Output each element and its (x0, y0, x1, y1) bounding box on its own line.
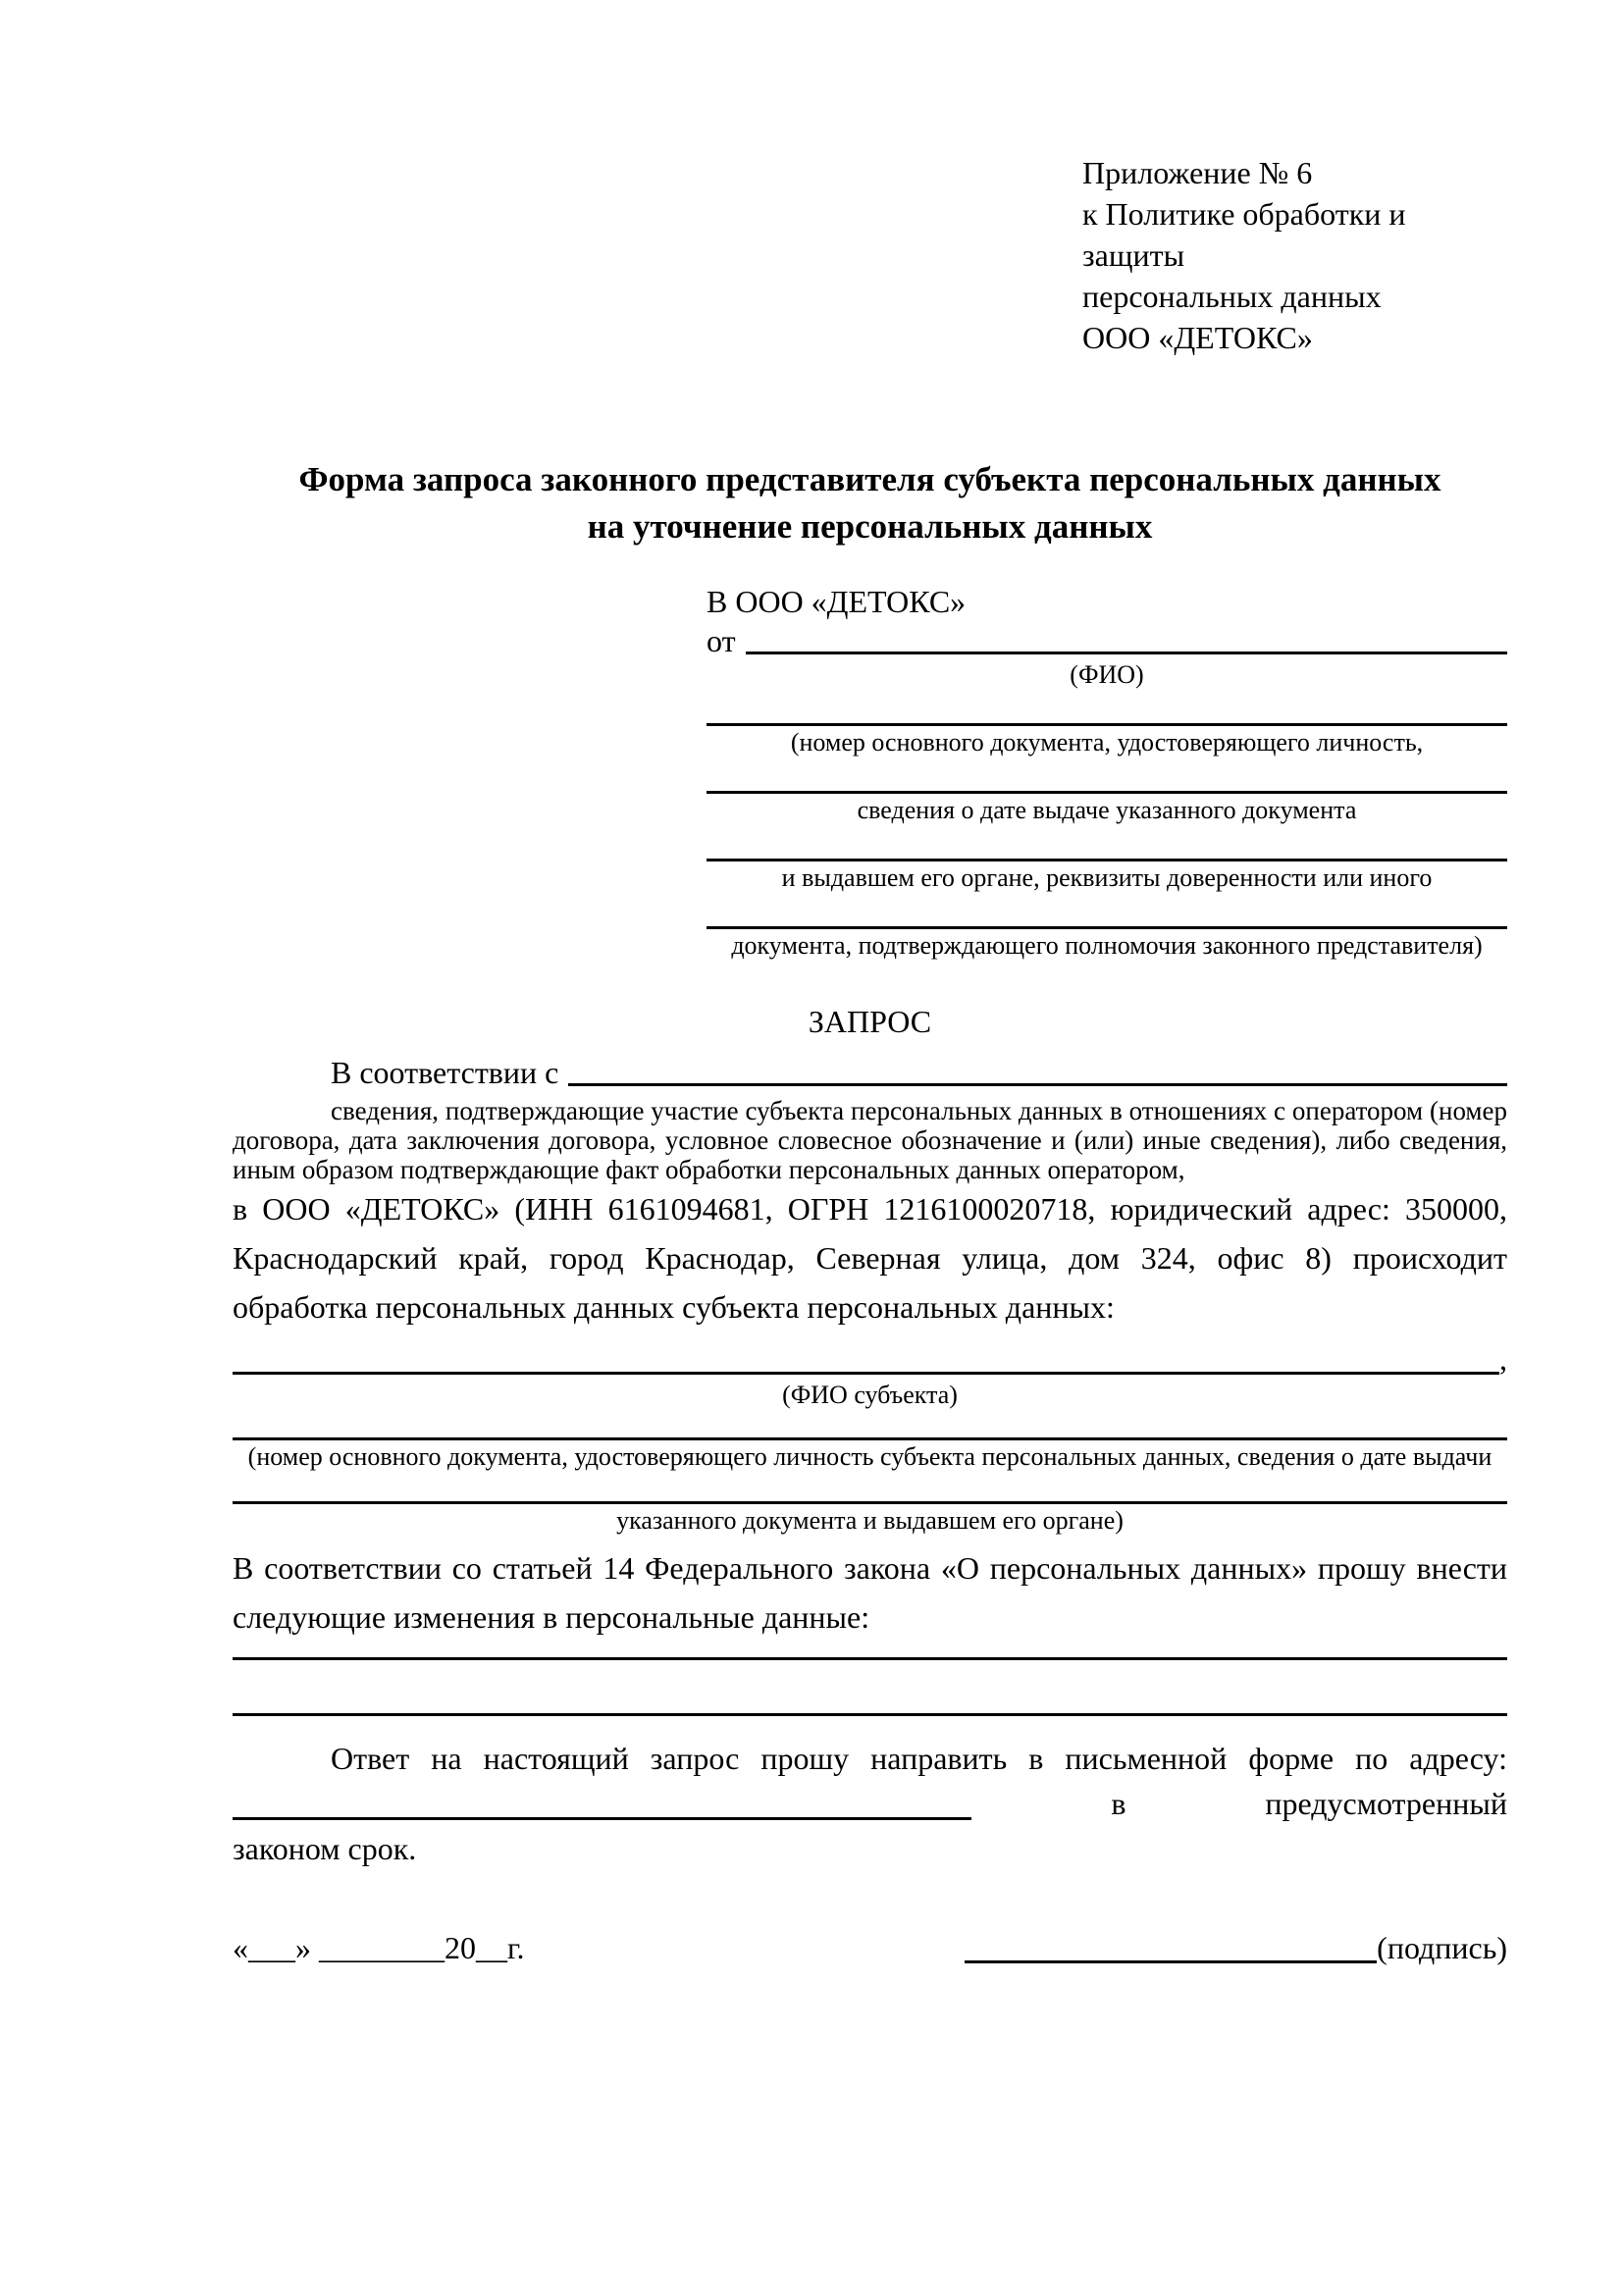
doc-fill-line-1 (707, 723, 1507, 726)
reply-paragraph-line-3: законом срок. (233, 1831, 417, 1866)
doc-fill-line-2 (707, 791, 1507, 794)
reply-paragraph-line-1: Ответ на настоящий запрос прошу направить в письменной форме по адресу: (331, 1741, 1507, 1776)
changes-fill-line-1 (233, 1657, 1507, 1660)
reply-word-predusmotrenny: предусмотренный (1265, 1786, 1507, 1821)
addressee-block (707, 582, 1507, 961)
reply-address-row (233, 1781, 1507, 1826)
from-fill-line (746, 652, 1507, 654)
subject-fio-fill-line (233, 1372, 1499, 1375)
changes-fill-line-2 (233, 1713, 1507, 1716)
title-line-2: на уточнение персональных данных (587, 507, 1153, 546)
appendix-number: Приложение № 6 (1082, 155, 1313, 190)
doc-caption-1: (номер основного документа, удостоверяющего личность, (790, 728, 1424, 757)
intro-fill-line (568, 1083, 1507, 1086)
intro-footnote: сведения, подтверждающие участие субъекта персональных данных в отношениях с оператором (номер договора, дата заключения договора, условное словесное обозначение и (или) иные сведения), либо сведения, иным образом подтверждающие факт обработки персональных данных оператором, (233, 1096, 1507, 1184)
subject-fio-caption: (ФИО субъекта) (782, 1381, 958, 1409)
intro-row (233, 1053, 1507, 1092)
subject-doc-caption-2: указанного документа и выдавшем его органе) (616, 1506, 1124, 1535)
fio-caption: (ФИО) (1070, 660, 1144, 689)
doc-caption-4: документа, подтверждающего полномочия законного представителя) (731, 931, 1483, 960)
policy-reference-line: к Политике обработки и защиты (1082, 196, 1406, 273)
doc-fill-line-3 (707, 859, 1507, 861)
policy-reference-line2: персональных данных (1082, 279, 1382, 314)
from-row (707, 621, 1507, 660)
doc-line-group-1 (707, 723, 1507, 757)
company-name: ООО «ДЕТОКС» (1082, 320, 1313, 355)
appendix-header (1082, 152, 1507, 358)
doc-line-group-4 (707, 926, 1507, 961)
doc-fill-line-4 (707, 926, 1507, 929)
operator-paragraph: в ООО «ДЕТОКС» (ИНН 6161094681, ОГРН 1216100020718, юридический адрес: 350000, Краснодарский край, город Краснодар, Северная улица, дом 324, офис 8) происходит обработка персональных данных субъекта персональных данных: (233, 1191, 1507, 1325)
reply-word-v: в (1111, 1786, 1126, 1821)
signature-group (965, 1926, 1507, 1969)
trailing-comma: , (1499, 1341, 1507, 1377)
date-blank-text: «___» ________20__г. (233, 1930, 525, 1965)
doc-caption-2: сведения о дате выдаче указанного документа (857, 796, 1357, 824)
from-label: от (707, 623, 736, 658)
title-line-1: Форма запроса законного представителя субъекта персональных данных (298, 460, 1441, 498)
address-fill-line (233, 1817, 971, 1820)
doc-line-group-3 (707, 859, 1507, 893)
intro-label: В соответствии с (331, 1055, 559, 1090)
request-heading: ЗАПРОС (808, 1004, 932, 1039)
addressee-to: В ООО «ДЕТОКС» (707, 584, 967, 619)
date-signature-row (233, 1926, 1507, 1969)
subject-doc-caption-1: (номер основного документа, удостоверяющего личность субъекта персональных данных, сведения о дате выдачи (247, 1442, 1492, 1471)
signature-fill-line (965, 1960, 1377, 1963)
subject-doc-fill-line-2 (233, 1501, 1507, 1504)
document-title (233, 456, 1507, 550)
doc-caption-3: и выдавшем его органе, реквизиты доверенности или иного (781, 863, 1433, 892)
law-paragraph: В соответствии со статьей 14 Федерального закона «О персональных данных» прошу внести следующие изменения в персональные данные: (233, 1550, 1507, 1635)
subject-fio-row (233, 1337, 1507, 1381)
subject-doc-fill-line-1 (233, 1437, 1507, 1440)
signature-caption: (подпись) (1377, 1930, 1507, 1965)
doc-line-group-2 (707, 791, 1507, 825)
